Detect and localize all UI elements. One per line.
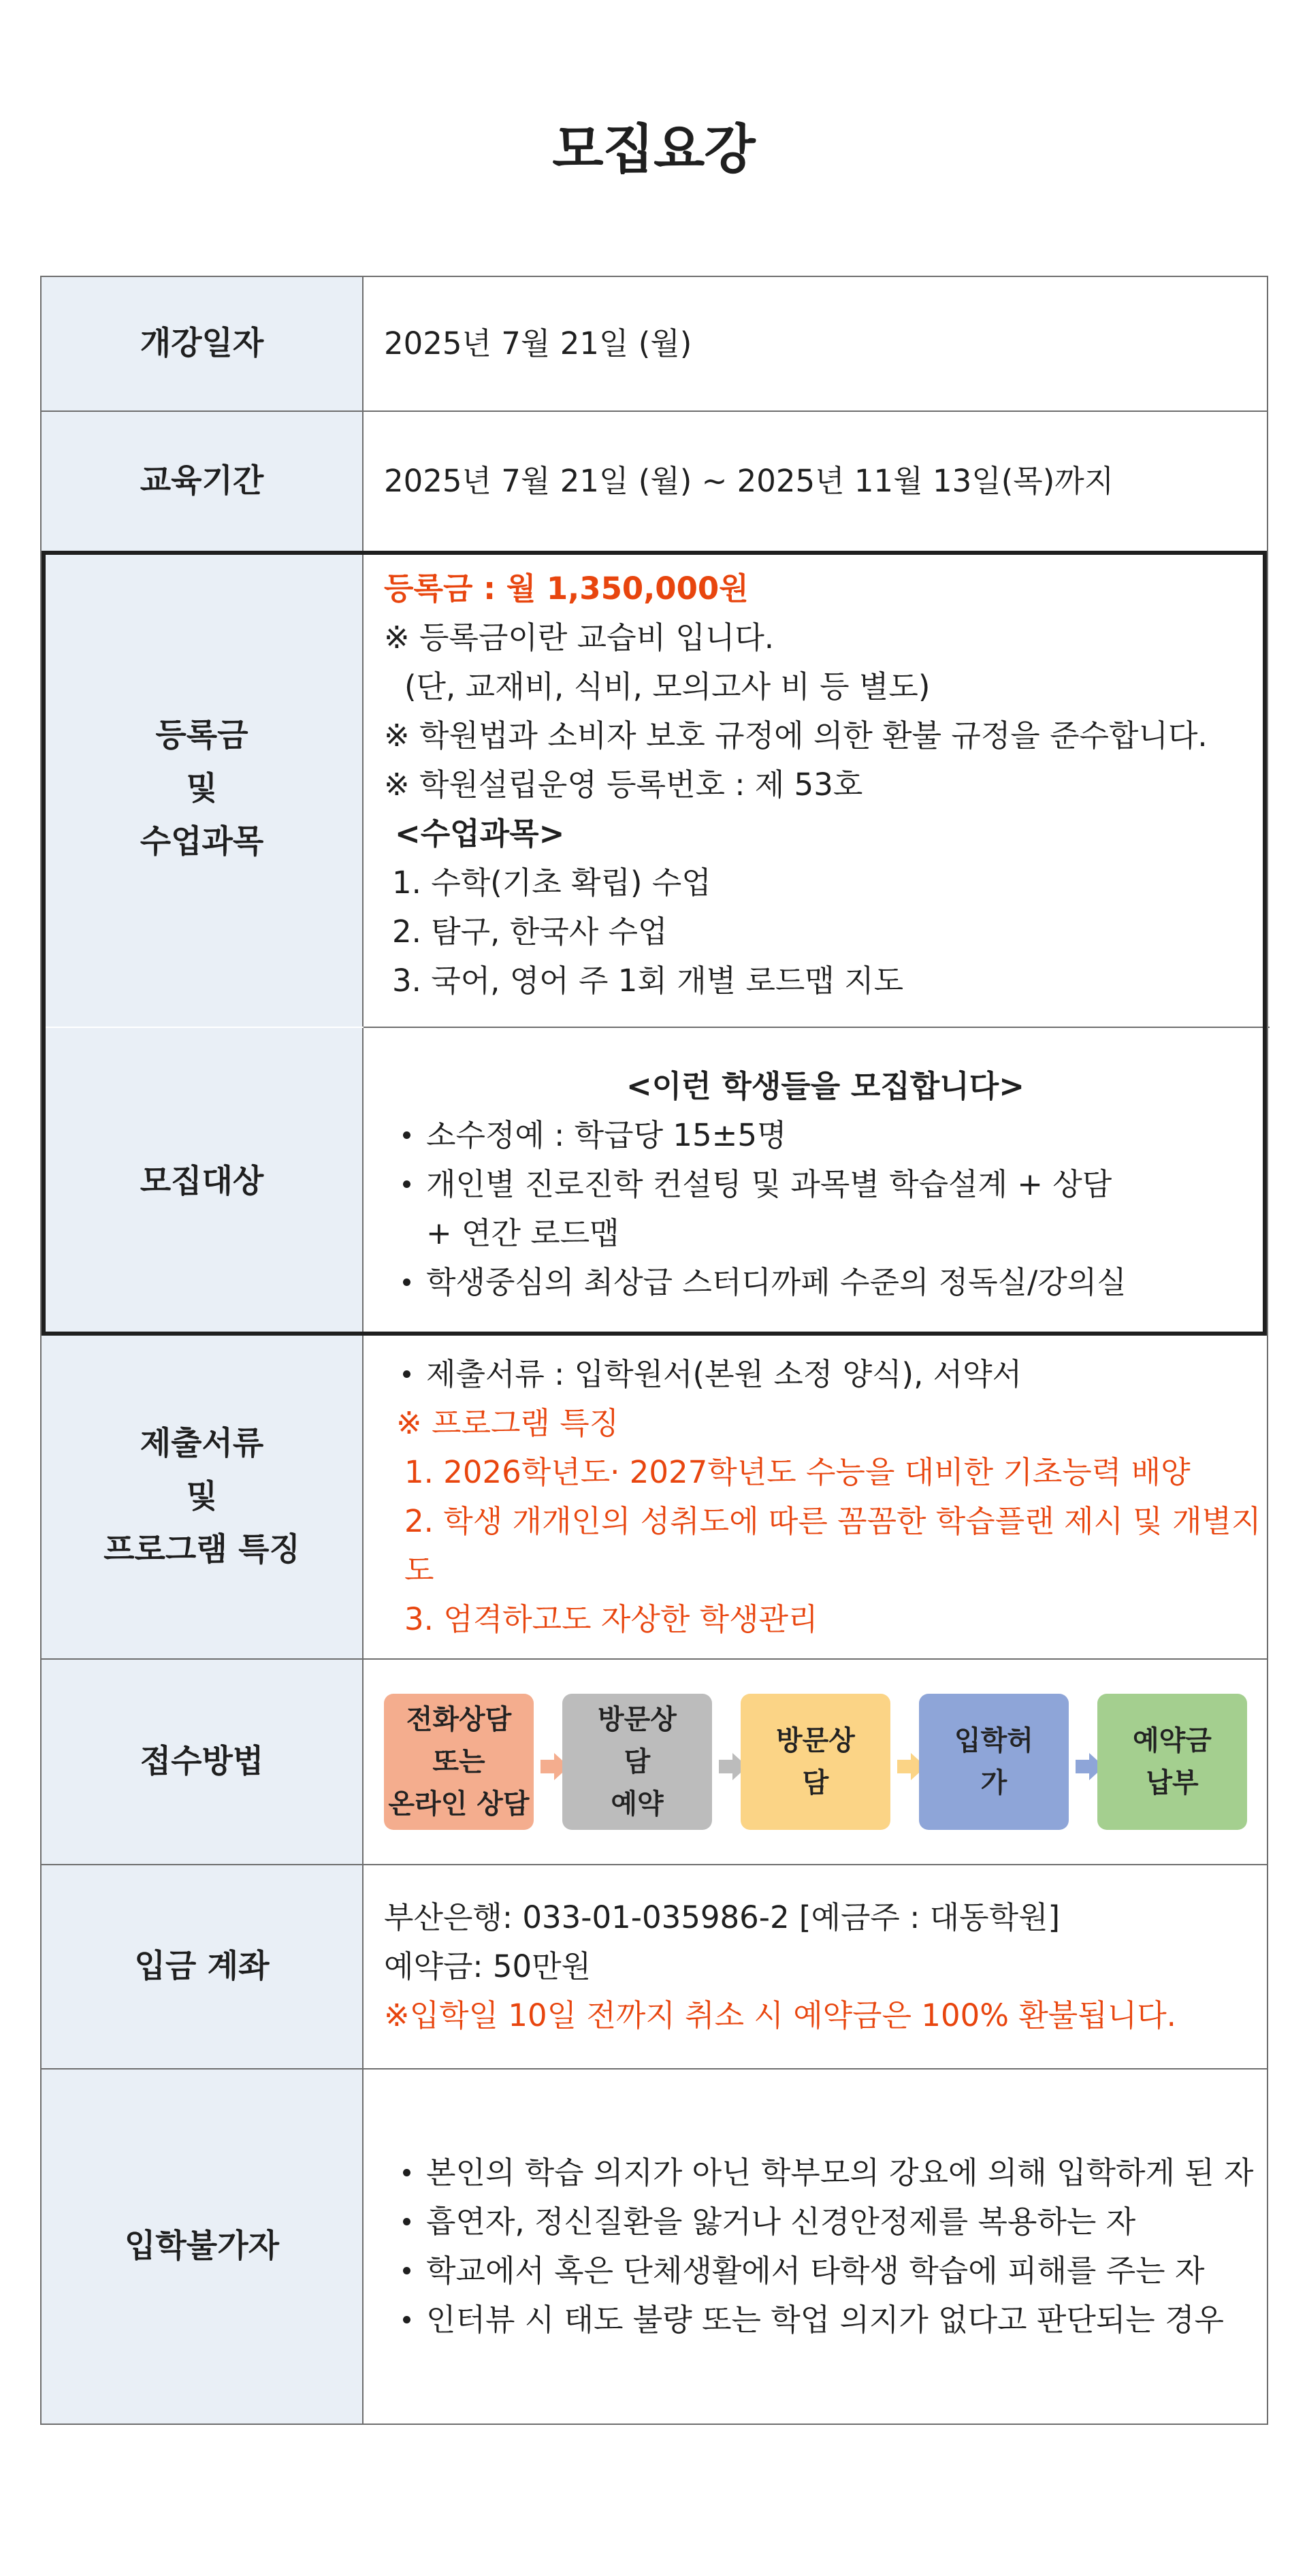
fee-note: (단, 교재비, 식비, 모의고사 비 등 별도) bbox=[404, 669, 931, 705]
step-text: 담 bbox=[624, 1746, 651, 1777]
fee-note: ※ 학원법과 소비자 보호 규정에 의한 환불 규정을 준수합니다. bbox=[384, 718, 1208, 754]
account-content bbox=[364, 1865, 1267, 2068]
row-label: 개강일자 bbox=[42, 277, 364, 410]
row-label: 입금 계좌 bbox=[42, 1865, 364, 2068]
program-item: 3. 엄격하고도 자상한 학생관리 bbox=[404, 1601, 818, 1637]
flow-step bbox=[1097, 1694, 1247, 1830]
list-item: 학생중심의 최상급 스터디까페 수준의 정독실/강의실 bbox=[384, 1258, 1267, 1307]
flow-step bbox=[562, 1694, 712, 1830]
step-text: 예약 bbox=[611, 1788, 664, 1820]
subjects-heading: <수업과목> bbox=[395, 816, 565, 852]
target-content bbox=[364, 1028, 1267, 1336]
subject-item: 1. 수학(기초 확립) 수업 bbox=[392, 865, 711, 901]
row-label bbox=[42, 1336, 364, 1658]
recruitment-table bbox=[40, 276, 1268, 2425]
period-value: 2025년 7월 21일 (월) ~ 2025년 11월 13일(목)까지 bbox=[384, 463, 1114, 499]
row-fee-subjects bbox=[42, 551, 1267, 1027]
label-line: 프로그램 특징 bbox=[103, 1531, 300, 1568]
fee-note: ※ 학원설립운영 등록번호 : 제 53호 bbox=[384, 767, 863, 803]
bank-account: 부산은행: 033-01-035986-2 [예금주 : 대동학원] bbox=[384, 1899, 1061, 1935]
row-label: 모집대상 bbox=[42, 1028, 364, 1336]
list-item: + 연간 로드맵 bbox=[426, 1215, 619, 1251]
list-item: 인터뷰 시 태도 불량 또는 학업 의지가 없다고 판단되는 경우 bbox=[384, 2296, 1267, 2345]
step-text: 담 bbox=[802, 1767, 829, 1799]
step-text: 납부 bbox=[1146, 1767, 1199, 1799]
row-method bbox=[42, 1660, 1267, 1864]
method-content bbox=[364, 1660, 1267, 1864]
flow-step bbox=[384, 1694, 534, 1830]
row-label: 접수방법 bbox=[42, 1660, 364, 1864]
step-text: 또는 bbox=[432, 1746, 485, 1777]
label-line: 수업과목 bbox=[140, 822, 264, 860]
label-line: 제출서류 bbox=[140, 1425, 264, 1462]
reject-content bbox=[364, 2070, 1267, 2424]
row-start-date bbox=[42, 277, 1267, 410]
list-item: 흡연자, 정신질환을 앓거나 신경안정제를 복용하는 자 bbox=[384, 2197, 1267, 2247]
row-account bbox=[42, 1865, 1267, 2068]
row-docs-program bbox=[42, 1336, 1267, 1658]
row-reject bbox=[42, 2070, 1267, 2424]
list-item: 학교에서 혹은 단체생활에서 타학생 학습에 피해를 주는 자 bbox=[384, 2247, 1267, 2296]
row-label: 교육기간 bbox=[42, 412, 364, 551]
row-label: 입학불가자 bbox=[42, 2070, 364, 2424]
label-line: 및 bbox=[186, 769, 218, 807]
subject-item: 3. 국어, 영어 주 1회 개별 로드맵 지도 bbox=[392, 963, 904, 999]
step-text: 예약금 bbox=[1133, 1725, 1212, 1756]
label-line: 등록금 bbox=[155, 716, 248, 754]
step-text: 방문상 bbox=[598, 1704, 677, 1735]
list-item: 소수정예 : 학급당 15±5명 bbox=[384, 1111, 1267, 1160]
row-period bbox=[42, 412, 1267, 551]
flow-step bbox=[741, 1694, 890, 1830]
step-text: 방문상 bbox=[776, 1725, 855, 1756]
step-text: 온라인 상담 bbox=[388, 1788, 530, 1820]
submit-docs: 제출서류 : 입학원서(본원 소정 양식), 서약서 bbox=[384, 1350, 1267, 1399]
list-item: 개인별 진로진학 컨설팅 및 과목별 학습설계 + 상담 bbox=[384, 1160, 1267, 1209]
program-heading: ※ 프로그램 특징 bbox=[396, 1405, 619, 1441]
target-heading: <이런 학생들을 모집합니다> bbox=[626, 1068, 1024, 1104]
fee-note: ※ 등록금이란 교습비 입니다. bbox=[384, 619, 775, 656]
program-item: 1. 2026학년도· 2027학년도 수능을 대비한 기초능력 배양 bbox=[404, 1454, 1191, 1490]
deposit-amount: 예약금: 50만원 bbox=[384, 1948, 592, 1984]
step-text: 가 bbox=[980, 1767, 1007, 1799]
flow-step bbox=[919, 1694, 1069, 1830]
row-label bbox=[42, 551, 364, 1027]
refund-note: ※입학일 10일 전까지 취소 시 예약금은 100% 환불됩니다. bbox=[384, 1997, 1176, 2033]
step-text: 전화상담 bbox=[406, 1704, 512, 1735]
row-target bbox=[42, 1028, 1267, 1336]
start-date-value: 2025년 7월 21일 (월) bbox=[384, 325, 692, 361]
step-text: 입학허 bbox=[954, 1725, 1033, 1756]
subject-item: 2. 탐구, 한국사 수업 bbox=[392, 914, 668, 950]
fee-subjects-content bbox=[364, 551, 1267, 1027]
label-line: 및 bbox=[186, 1478, 218, 1515]
docs-program-content bbox=[364, 1336, 1267, 1658]
program-item: 2. 학생 개개인의 성취도에 따른 꼼꼼한 학습플랜 제시 및 개별지도 bbox=[404, 1503, 1261, 1588]
list-item: 본인의 학습 의지가 아닌 학부모의 강요에 의해 입학하게 된 자 bbox=[384, 2148, 1267, 2197]
fee-headline: 등록금 : 월 1,350,000원 bbox=[384, 570, 749, 607]
page-title: 모집요강 bbox=[552, 119, 755, 180]
